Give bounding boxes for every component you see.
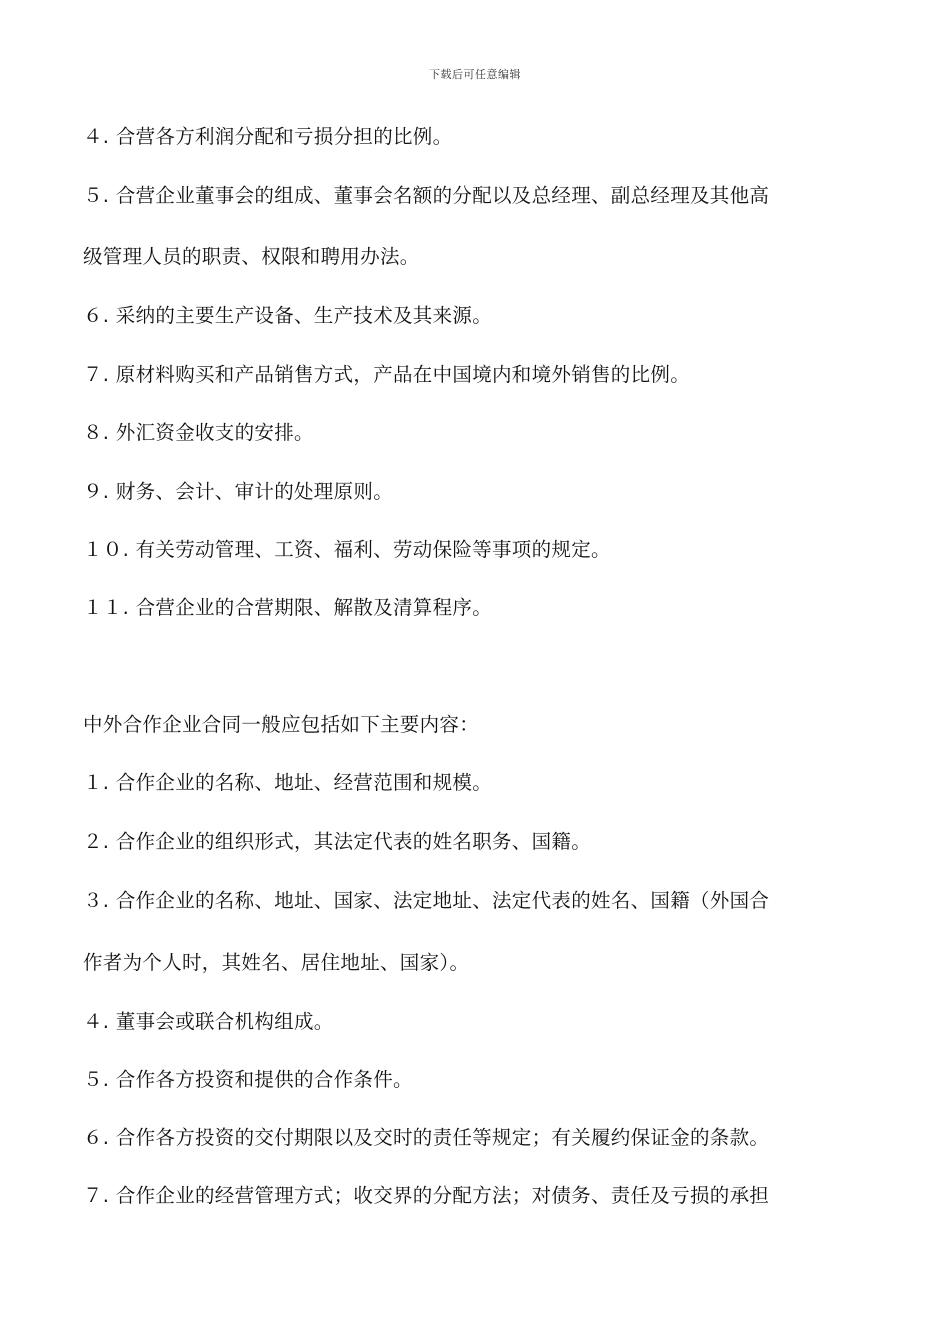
list-item-continuation: 级管理人员的职责、权限和聘用办法。 bbox=[83, 245, 420, 268]
list-item: ８. 外汇资金收支的安排。 bbox=[83, 421, 314, 444]
list-item: １０. 有关劳动管理、工资、福利、劳动保险等事项的规定。 bbox=[83, 538, 611, 561]
list-item: ２. 合作企业的组织形式，其法定代表的姓名职务、国籍。 bbox=[83, 830, 591, 853]
list-item: ９. 财务、会计、审计的处理原则。 bbox=[83, 480, 393, 503]
list-item-continuation: 作者为个人时，其姓名、居住地址、国家）。 bbox=[83, 951, 470, 974]
list-item: １. 合作企业的名称、地址、经营范围和规模。 bbox=[83, 771, 492, 794]
list-item: ４. 合营各方利润分配和亏损分担的比例。 bbox=[83, 125, 453, 148]
section-heading: 中外合作企业合同一般应包括如下主要内容： bbox=[83, 713, 480, 736]
list-item: ７. 合作企业的经营管理方式；收交界的分配方法；对债务、责任及亏损的承担 bbox=[83, 1184, 770, 1207]
page-header: 下载后可任意编辑 bbox=[429, 68, 521, 81]
list-item: ４. 董事会或联合机构组成。 bbox=[83, 1010, 334, 1033]
list-item: ５. 合营企业董事会的组成、董事会名额的分配以及总经理、副总经理及其他高 bbox=[83, 184, 770, 207]
list-item: ６. 采纳的主要生产设备、生产技术及其来源。 bbox=[83, 304, 492, 327]
list-item: １１. 合营企业的合营期限、解散及清算程序。 bbox=[83, 596, 492, 619]
list-item: ５. 合作各方投资和提供的合作条件。 bbox=[83, 1068, 413, 1091]
list-item: ３. 合作企业的名称、地址、国家、法定地址、法定代表的姓名、国籍（外国合 bbox=[83, 889, 770, 912]
list-item: ７. 原材料购买和产品销售方式，产品在中国境内和境外销售的比例。 bbox=[83, 363, 690, 386]
list-item: ６. 合作各方投资的交付期限以及交时的责任等规定；有关履约保证金的条款。 bbox=[83, 1126, 770, 1149]
